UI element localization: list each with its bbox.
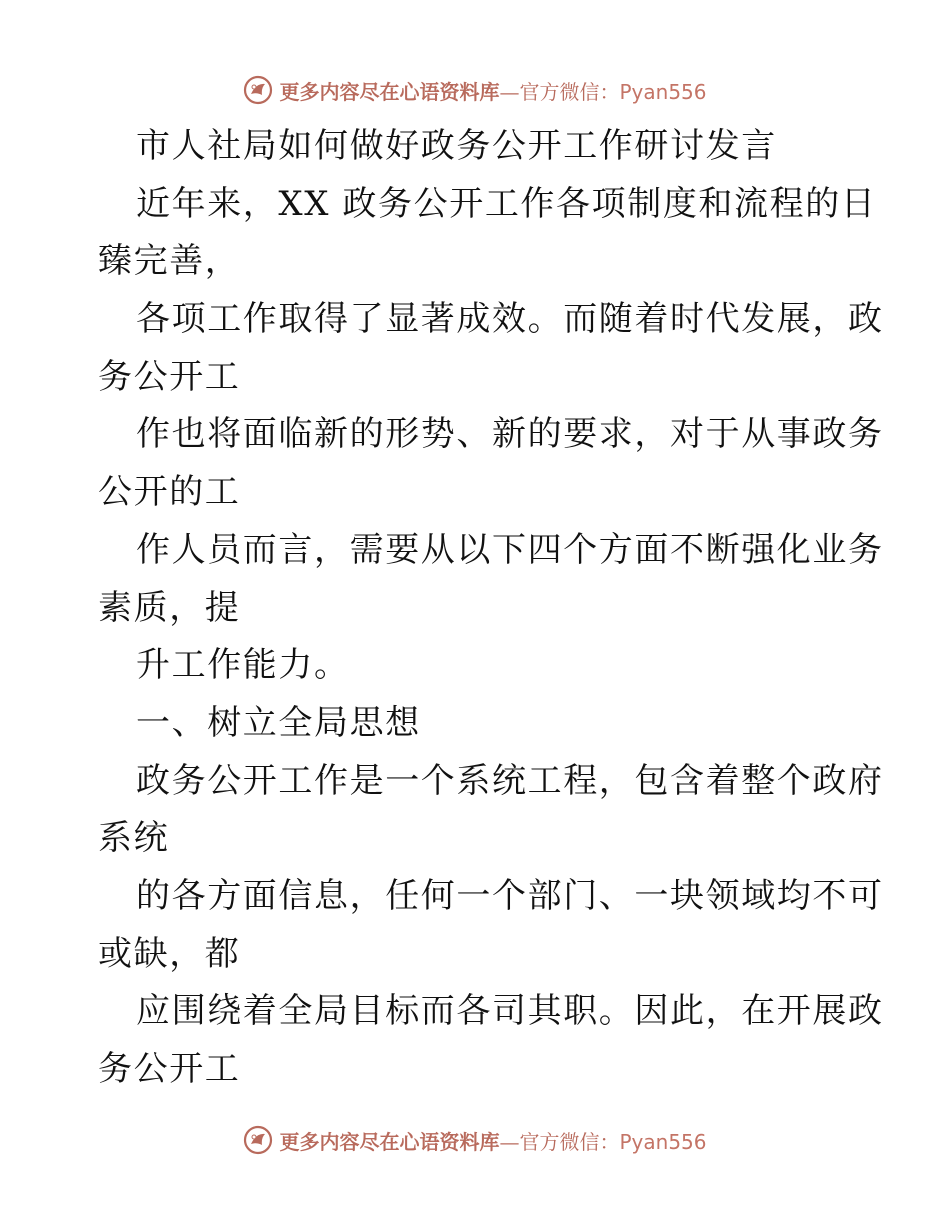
- seal-logo-icon: [243, 1125, 273, 1155]
- document-body: [98, 118, 884, 1099]
- paragraph-line: 作人员而言，需要从以下四个方面不断强化业务: [136, 529, 884, 570]
- paragraph-line: 应围绕着全局目标而各司其职。因此，在开展政: [136, 991, 884, 1032]
- banner-title: 更多内容尽在心语资料库: [279, 79, 500, 104]
- paragraph-line: 公开的工: [98, 472, 241, 513]
- banner-wechat-id: Pyan556: [619, 1129, 707, 1154]
- banner-wechat-id: Pyan556: [619, 79, 707, 104]
- footer-watermark-banner: [0, 1120, 950, 1160]
- paragraph-line: 作也将面临新的形势、新的要求，对于从事政务: [136, 414, 884, 455]
- banner-wechat-label: 官方微信：: [519, 79, 620, 104]
- header-watermark-banner: [0, 70, 950, 110]
- paragraph-line: 的各方面信息，任何一个部门、一块领域均不可: [136, 875, 884, 916]
- document-title: 市人社局如何做好政务公开工作研讨发言: [136, 126, 777, 166]
- paragraph-line: 政务公开工作是一个系统工程，包含着整个政府: [136, 760, 884, 801]
- section-heading: 一、树立全局思想: [136, 702, 421, 743]
- paragraph-line: 各项工作取得了显著成效。而随着时代发展，政: [136, 299, 884, 340]
- paragraph-line: 或缺，都: [98, 933, 241, 974]
- paragraph-line: 素质，提: [98, 587, 241, 628]
- banner-dash: —: [499, 79, 520, 104]
- paragraph-line: 系统: [98, 818, 170, 859]
- paragraph-line: 务公开工: [98, 1049, 241, 1089]
- banner-wechat-label: 官方微信：: [519, 1129, 620, 1154]
- paragraph-line: 近年来，XX 政务公开工作各项制度和流程的日: [136, 183, 877, 224]
- paragraph-line: 务公开工: [98, 356, 241, 397]
- seal-logo-icon: [243, 75, 273, 105]
- paragraph-line: 臻完善，: [98, 241, 241, 282]
- paragraph-line: 升工作能力。: [136, 645, 350, 686]
- banner-title: 更多内容尽在心语资料库: [279, 1129, 500, 1154]
- banner-dash: —: [499, 1129, 520, 1154]
